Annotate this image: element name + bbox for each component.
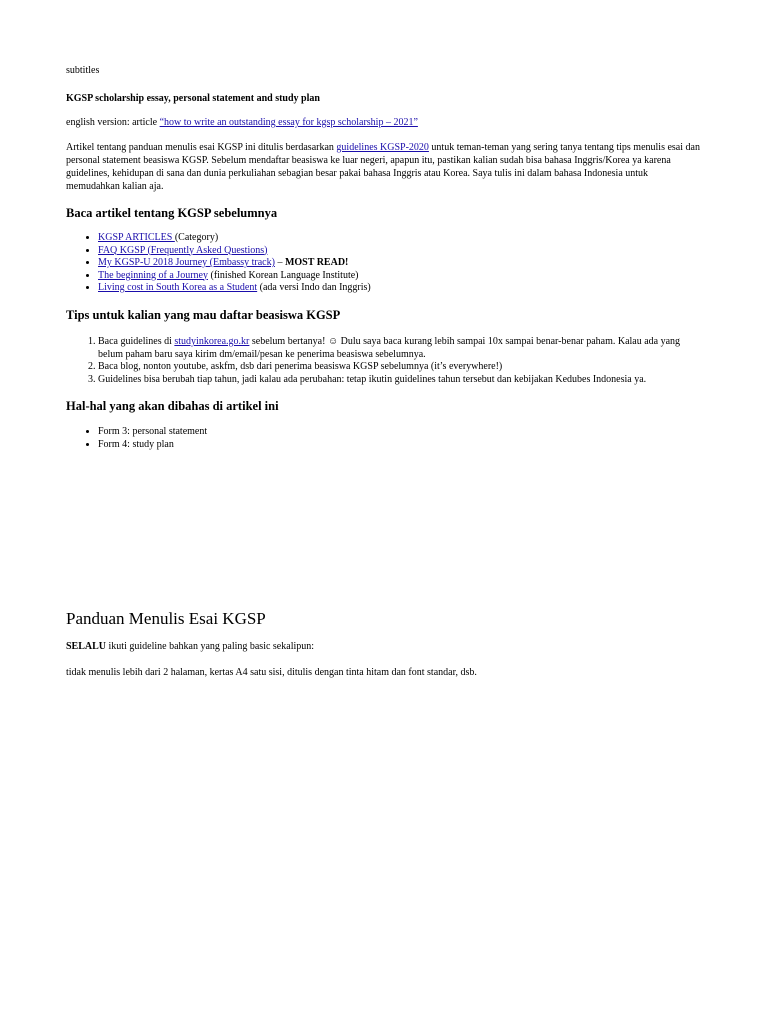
section-heading-previous-articles: Baca artikel tentang KGSP sebelumnya bbox=[66, 206, 278, 220]
list-item bbox=[98, 336, 706, 361]
list-item bbox=[98, 282, 371, 295]
guidelines-link[interactable]: guidelines KGSP-2020 bbox=[336, 142, 429, 153]
list-item bbox=[98, 245, 371, 258]
tip-text-after: sebelum bertanya! ☺ Dulu saya baca kurang lebih sampai 10x sampai benar-benar paham. Kalau ada yang belum paham baru saya kirim dm/email/pesan ke penerima beasiswa sebelumnya. bbox=[98, 336, 681, 360]
last-line: tidak menulis lebih dari 2 halaman, kertas A4 satu sisi, ditulis dengan tinta hitam dan font standar, dsb. bbox=[66, 667, 477, 678]
list-item: 2. Baca blog, nonton youtube, askfm, dsb dari penerima beasiswa KGSP sebelumnya (it’s everywhere!) bbox=[98, 361, 706, 374]
article-link[interactable]: FAQ KGSP (Frequently Asked Questions) bbox=[98, 244, 268, 256]
intro-paragraph bbox=[66, 141, 702, 193]
studyinkorea-link[interactable]: studyinkorea.go.kr bbox=[174, 336, 250, 347]
intro-text-after: untuk teman-teman yang sering tanya tentang tips menulis esai dan personal statement beasiswa KGSP. Sebelum mendaftar beasiswa ke luar negeri, apapun itu, pastikan kalian sudah bisa bahasa Inggris/Korea ya karena guidelines, kehidupan di sana dan dunia perkuliahan sebagian besar pakai bahasa Inggris atau Korea. Saya tulis ini dalam bahasa Indonesia untuk memudahkan kalian aja. bbox=[66, 142, 700, 192]
article-suffix: (Category) bbox=[174, 232, 219, 243]
english-version-line bbox=[66, 116, 418, 129]
section-heading-tips: Tips untuk kalian yang mau daftar beasiswa KGSP bbox=[66, 308, 341, 322]
tips-list bbox=[66, 336, 706, 386]
document-title: KGSP scholarship essay, personal statement and study plan bbox=[66, 93, 320, 104]
selalu-bold: SELALU bbox=[66, 641, 107, 652]
tip-text-before: Baca guidelines di bbox=[98, 336, 175, 347]
list-item bbox=[98, 270, 371, 283]
article-suffix: (finished Korean Language Institute) bbox=[207, 269, 359, 281]
list-item: • Form 4: study plan bbox=[98, 439, 207, 452]
subtitles-label: subtitles bbox=[66, 65, 100, 76]
english-version-link[interactable]: “how to write an outstanding essay for kgsp scholarship – 2021” bbox=[159, 117, 418, 128]
article-suffix: – bbox=[274, 257, 285, 268]
english-version-prefix: english version: article bbox=[66, 117, 160, 128]
article-link[interactable]: My KGSP-U 2018 Journey (Embassy track) bbox=[98, 257, 275, 268]
list-item: • Form 3: personal statement bbox=[98, 426, 207, 439]
article-link[interactable]: Living cost in South Korea as a Student bbox=[98, 282, 258, 293]
section-heading-covered-topics: Hal-hal yang akan dibahas di artikel ini bbox=[66, 399, 279, 413]
article-suffix: (ada versi Indo dan Inggris) bbox=[257, 282, 371, 293]
selalu-rest: ikuti guideline bahkan yang paling basic sekalipun: bbox=[106, 641, 315, 652]
most-read-label: MOST READ! bbox=[284, 257, 349, 268]
list-item: 3. Guidelines bisa berubah tiap tahun, jadi kalau ada perubahan: tetap ikutin guidelines tahun tersebut dan kebijakan Kedubes Indonesia ya. bbox=[98, 374, 706, 387]
list-item bbox=[98, 257, 371, 270]
article-link[interactable]: The beginning of a Journey bbox=[98, 269, 208, 281]
forms-list bbox=[66, 426, 207, 451]
selalu-line bbox=[66, 640, 314, 653]
panduan-heading: Panduan Menulis Esai KGSP bbox=[66, 609, 266, 628]
article-link[interactable]: KGSP ARTICLES bbox=[98, 232, 175, 243]
list-item bbox=[98, 232, 371, 245]
intro-text-before: Artikel tentang panduan menulis esai KGSP ini ditulis berdasarkan bbox=[66, 142, 337, 153]
articles-list bbox=[66, 232, 371, 295]
